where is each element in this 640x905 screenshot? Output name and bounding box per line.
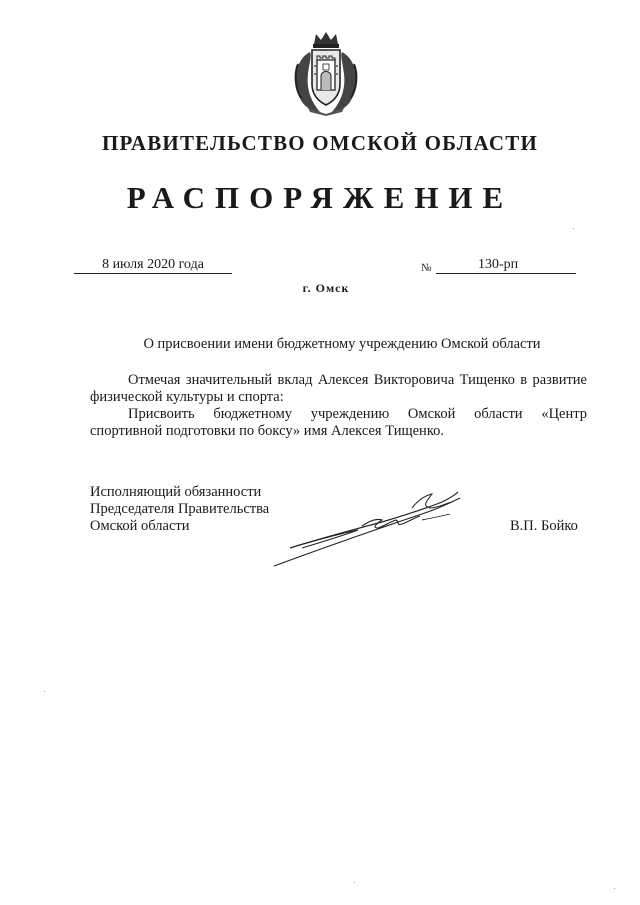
document-subject: О присвоении имени бюджетному учреждению Омской области — [143, 336, 541, 352]
body-paragraph: Присвоить бюджетному учреждению Омской области «Центр спортивной подготовки по боксу» имя Алексея Тищенко. — [90, 406, 587, 439]
government-title: ПРАВИТЕЛЬСТВО ОМСКОЙ ОБЛАСТИ — [101, 131, 538, 155]
signatory-position-line: Омской области — [90, 518, 190, 534]
signatory-name: В.П. Бойко — [510, 518, 578, 534]
number-sign: № — [421, 262, 432, 274]
body-paragraph: Отмечая значительный вклад Алексея Викторовича Тищенко в развитие физической культуры и спорта: — [90, 372, 587, 405]
document-body — [90, 372, 587, 440]
signatory-position — [90, 484, 269, 535]
document-number-field — [436, 256, 576, 274]
handwritten-signature-icon — [272, 486, 472, 568]
scan-speck — [354, 882, 355, 883]
scan-speck — [573, 228, 574, 229]
signatory-position-line: Исполняющий обязанности — [90, 484, 262, 500]
signatory-position-line: Председателя Правительства — [90, 501, 270, 517]
coat-of-arms-icon — [288, 30, 364, 116]
issue-city: г. Омск — [302, 281, 350, 295]
document-number: 130-рп — [478, 257, 519, 272]
document-date: 8 июля 2020 года — [74, 256, 232, 274]
document-type-heading: РАСПОРЯЖЕНИЕ — [126, 180, 514, 215]
scan-speck — [614, 888, 615, 889]
scan-speck — [44, 691, 45, 692]
